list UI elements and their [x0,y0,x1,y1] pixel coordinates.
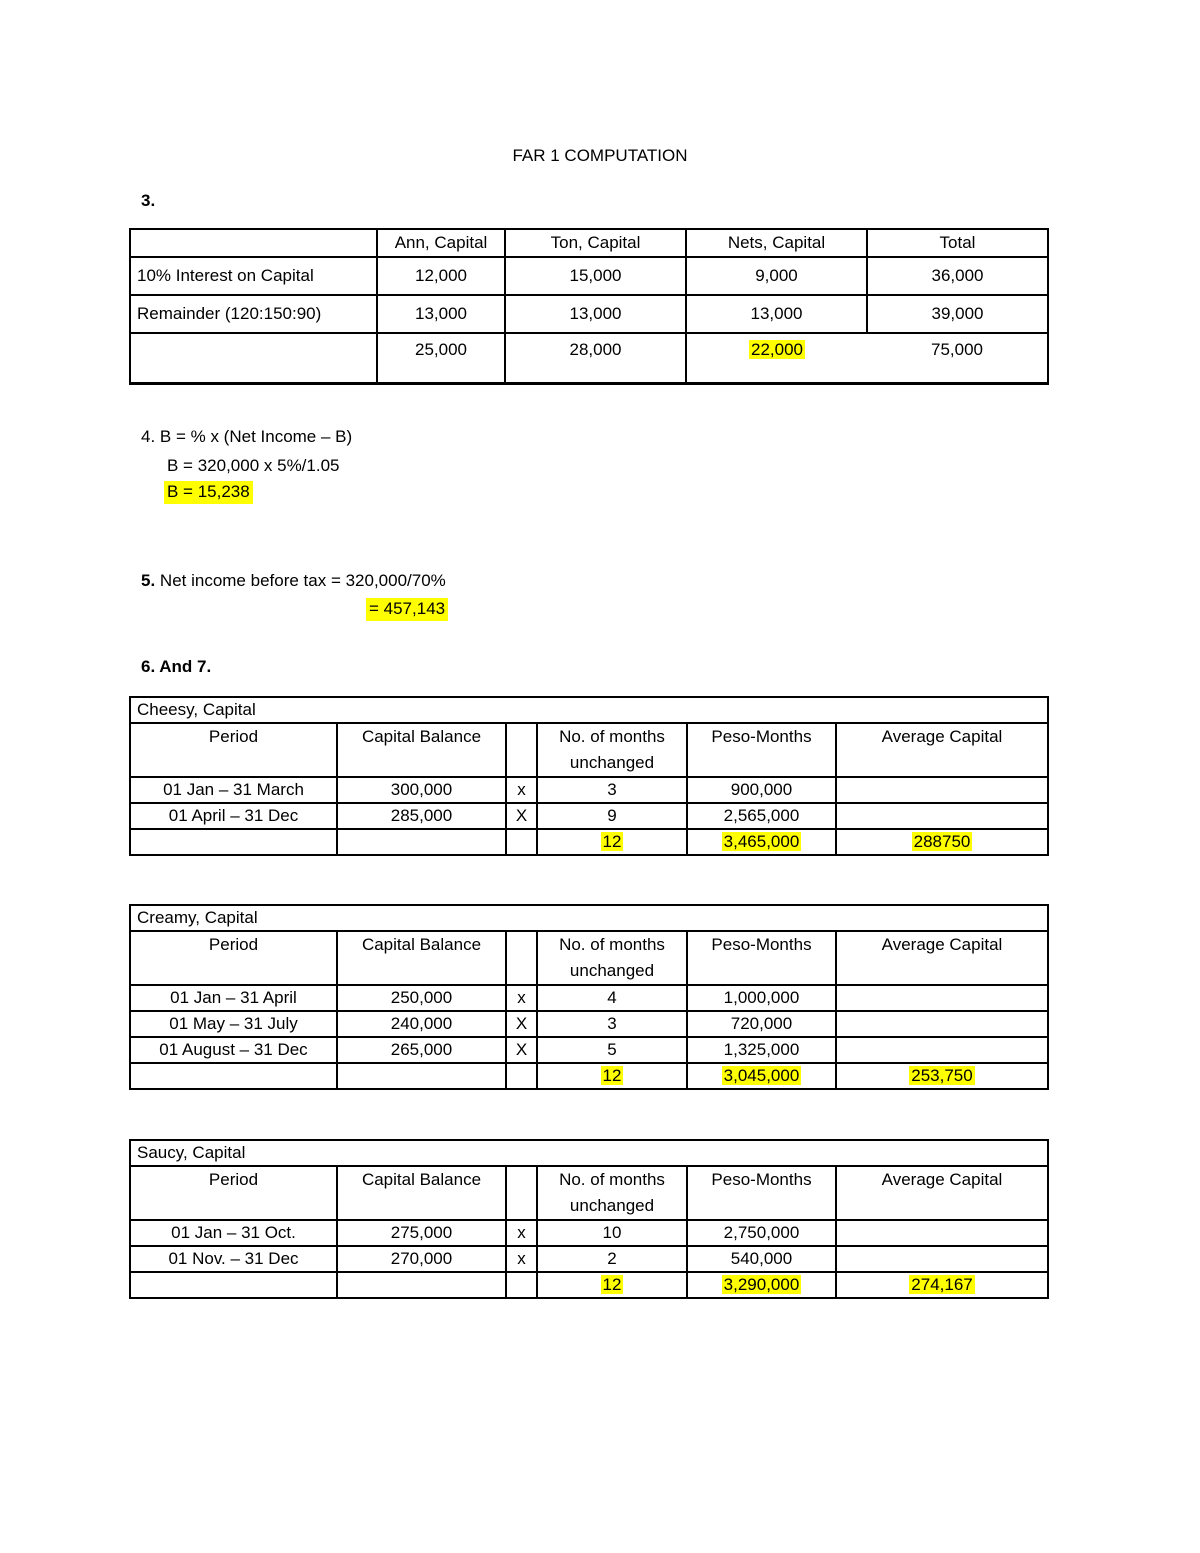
table-row [130,803,1048,829]
table-header-row [130,931,1048,985]
table-title: Cheesy, Capital [130,697,1048,723]
row-label [130,333,377,384]
table-cell: 3 [537,1011,687,1037]
table-cell: 2 [537,1246,687,1272]
question-6-7-label: 6. And 7. [141,657,212,676]
question-4-line-1: 4. B = % x (Net Income – B) [141,427,353,446]
header-cell: Period [130,1166,337,1220]
table-cell: 270,000 [337,1246,506,1272]
header-cell: Nets, Capital [686,229,867,257]
table-cell: 01 April – 31 Dec [130,803,337,829]
table-cell: 2,565,000 [687,803,836,829]
table-cell [836,1246,1048,1272]
table-cell: 2,750,000 [687,1220,836,1246]
table-total-row [130,829,1048,855]
question-5-answer: = 457,143 [366,599,448,619]
question-3-label: 3. [141,191,156,210]
table-cell: x [506,777,537,803]
table-cell: 01 May – 31 July [130,1011,337,1037]
table-title-row [130,905,1048,931]
table-cell: 13,000 [686,295,867,333]
table-row [130,1246,1048,1272]
table-row [130,1220,1048,1246]
table-cell [337,1272,506,1298]
header-cell: Peso-Months [687,1166,836,1220]
table-cell: 9 [537,803,687,829]
highlighted-value: 22,000 [751,340,803,359]
table-cell: 12 [537,1272,687,1298]
table-cell [506,1063,537,1089]
table-cell: 12 [537,829,687,855]
table-cell: 275,000 [337,1220,506,1246]
header-cell [506,1166,537,1220]
table-cell: 13,000 [505,295,686,333]
table-cell: X [506,1011,537,1037]
table-cell: x [506,985,537,1011]
table-title: Saucy, Capital [130,1140,1048,1166]
header-cell: Capital Balance [337,1166,506,1220]
table-cell: 265,000 [337,1037,506,1063]
table-cell: 5 [537,1037,687,1063]
header-cell: Total [867,229,1048,257]
saucy-capital-table [129,1139,1049,1299]
table-cell: X [506,803,537,829]
table-cell [337,1063,506,1089]
table-cell: x [506,1246,537,1272]
table-cell: 13,000 [377,295,505,333]
table-cell: 288750 [836,829,1048,855]
table-cell: 9,000 [686,257,867,295]
table-cell [506,829,537,855]
table-cell: 1,000,000 [687,985,836,1011]
table-cell [836,777,1048,803]
row-label: 10% Interest on Capital [130,257,377,295]
table-total-row [130,333,1048,384]
table-cell: 900,000 [687,777,836,803]
table-cell: 01 Jan – 31 Oct. [130,1220,337,1246]
header-cell: Average Capital [836,723,1048,777]
table-header-row [130,723,1048,777]
page-title: FAR 1 COMPUTATION [512,146,688,165]
table-cell: 3,465,000 [687,829,836,855]
header-cell: Peso-Months [687,931,836,985]
header-cell: Ann, Capital [377,229,505,257]
table-cell: 720,000 [687,1011,836,1037]
header-cell [506,723,537,777]
table-title-row [130,1140,1048,1166]
table-cell: 1,325,000 [687,1037,836,1063]
table-cell: 250,000 [337,985,506,1011]
table-row [130,1011,1048,1037]
table-cell: 12 [537,1063,687,1089]
table-cell: 540,000 [687,1246,836,1272]
header-cell: No. of months unchanged [537,931,687,985]
table-cell: 15,000 [505,257,686,295]
table-cell [836,803,1048,829]
header-cell: No. of months unchanged [537,723,687,777]
table-cell: 285,000 [337,803,506,829]
table-total-row [130,1063,1048,1089]
table-cell [337,829,506,855]
table-row [130,257,1048,295]
table-cell [506,1272,537,1298]
table-cell: 253,750 [836,1063,1048,1089]
table-title: Creamy, Capital [130,905,1048,931]
table-row [130,777,1048,803]
table-row [130,985,1048,1011]
table-cell [130,1063,337,1089]
question-4-line-2: B = 320,000 x 5%/1.05 [167,456,340,475]
header-cell: Capital Balance [337,931,506,985]
table-cell: 01 Jan – 31 April [130,985,337,1011]
table-cell [836,1037,1048,1063]
table-total-row [130,1272,1048,1298]
table-cell: 240,000 [337,1011,506,1037]
header-cell: Period [130,931,337,985]
table-cell [130,829,337,855]
header-cell: Period [130,723,337,777]
table-cell: 3 [537,777,687,803]
table-cell: 75,000 [867,333,1048,384]
table-cell: 300,000 [337,777,506,803]
table-cell: 01 Nov. – 31 Dec [130,1246,337,1272]
table-row [130,295,1048,333]
table-cell [836,985,1048,1011]
table-cell: 10 [537,1220,687,1246]
table-cell: X [506,1037,537,1063]
table-cell [686,333,867,384]
table-cell [836,1220,1048,1246]
question-4-answer: B = 15,238 [164,482,253,502]
header-cell: No. of months unchanged [537,1166,687,1220]
table-cell: 01 August – 31 Dec [130,1037,337,1063]
table-cell: 39,000 [867,295,1048,333]
question-5-line-1: 5. Net income before tax = 320,000/70% [141,571,446,590]
table-cell: 4 [537,985,687,1011]
creamy-capital-table [129,904,1049,1090]
table-header-row [130,229,1048,257]
table-cell: 12,000 [377,257,505,295]
table-cell: 25,000 [377,333,505,384]
table-cell: 3,045,000 [687,1063,836,1089]
header-cell [130,229,377,257]
interest-allocation-table [129,228,1049,385]
table-cell: 274,167 [836,1272,1048,1298]
table-cell: x [506,1220,537,1246]
row-label: Remainder (120:150:90) [130,295,377,333]
table-title-row [130,697,1048,723]
table-cell [130,1272,337,1298]
header-cell: Ton, Capital [505,229,686,257]
table-cell: 28,000 [505,333,686,384]
header-cell [506,931,537,985]
table-header-row [130,1166,1048,1220]
header-cell: Average Capital [836,1166,1048,1220]
cheesy-capital-table [129,696,1049,856]
table-cell: 36,000 [867,257,1048,295]
header-cell: Capital Balance [337,723,506,777]
table-cell: 3,290,000 [687,1272,836,1298]
header-cell: Peso-Months [687,723,836,777]
header-cell: Average Capital [836,931,1048,985]
table-cell: 01 Jan – 31 March [130,777,337,803]
table-row [130,1037,1048,1063]
table-cell [836,1011,1048,1037]
